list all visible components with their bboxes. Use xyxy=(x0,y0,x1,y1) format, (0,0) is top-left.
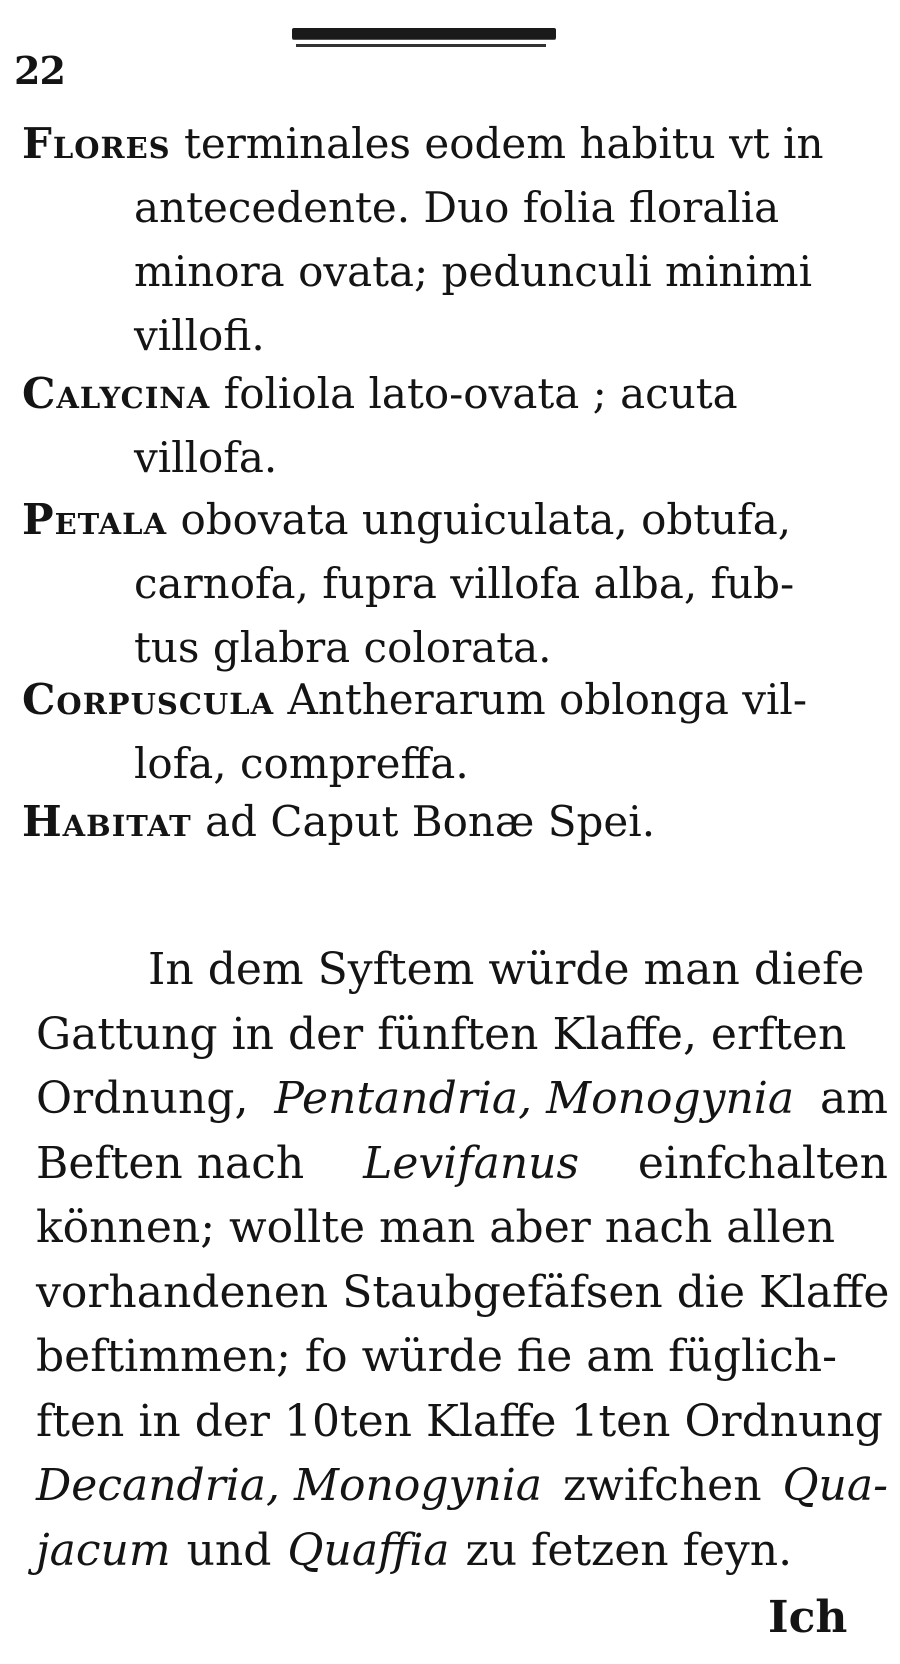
prose-paragraph xyxy=(36,938,888,1583)
entry-line: lofa, compreffa. xyxy=(134,739,469,788)
header-rule xyxy=(292,28,556,39)
entry-habitat xyxy=(22,790,872,854)
entry-label: Petala xyxy=(22,495,168,544)
prose-text: einfchalten xyxy=(637,1137,888,1189)
prose-italic: Decandria, Monogynia xyxy=(36,1460,543,1511)
entry-label: Habitat xyxy=(22,797,192,846)
prose-line xyxy=(36,1519,888,1584)
entry-line: minora ovata; pedunculi minimi xyxy=(134,247,813,296)
prose-italic: Qua- xyxy=(782,1460,888,1511)
entry-text: foliola lato-ovata ; acuta xyxy=(223,369,738,418)
prose-italic: Levifanus xyxy=(363,1137,580,1189)
prose-text: Ordnung, xyxy=(36,1073,249,1124)
page-number: 22 xyxy=(14,48,65,93)
header-rule-thin xyxy=(296,44,546,47)
prose-text: In dem Syftem würde man diefe xyxy=(148,944,865,995)
prose-line xyxy=(36,1261,888,1326)
entry-calycina xyxy=(22,362,872,490)
prose-text: zwifchen xyxy=(562,1460,762,1511)
entry-line: antecedente. Duo folia floralia xyxy=(134,183,780,232)
entry-label: Calycina xyxy=(22,369,211,418)
prose-text: Gattung in der fünften Klaffe, erften xyxy=(36,1008,847,1060)
entry-line: tus glabra colorata. xyxy=(134,623,552,672)
prose-text: zu fetzen feyn. xyxy=(465,1524,793,1576)
entry-label: Flores xyxy=(22,119,171,168)
prose-italic: Pentandria, Monogynia xyxy=(274,1073,795,1124)
entry-text: Antherarum oblonga vil- xyxy=(287,675,808,724)
entry-text: terminales eodem habitu vt in xyxy=(183,119,824,168)
entry-line: villofi. xyxy=(134,311,265,360)
prose-line xyxy=(36,1454,888,1519)
entry-line: carnofa, fupra villofa alba, fub- xyxy=(134,559,795,608)
entry-text: ad Caput Bonæ Spei. xyxy=(205,797,656,846)
entry-flores xyxy=(22,112,872,368)
prose-italic: jacum xyxy=(36,1524,171,1576)
prose-italic: Quaffia xyxy=(287,1524,450,1576)
entry-line: villofa. xyxy=(134,433,278,482)
entry-text: obovata unguiculata, obtufa, xyxy=(180,495,792,544)
prose-line xyxy=(36,1325,888,1390)
entry-label: Corpuscula xyxy=(22,675,275,724)
prose-line xyxy=(36,938,888,1003)
prose-line xyxy=(36,1132,888,1197)
prose-text: am xyxy=(820,1073,888,1124)
prose-line xyxy=(36,1196,888,1261)
catchword: Ich xyxy=(768,1592,848,1643)
prose-text: beftimmen; fo würde fie am füglich- xyxy=(36,1331,837,1382)
prose-line xyxy=(36,1067,888,1132)
prose-text: und xyxy=(186,1524,272,1576)
entry-corpuscula xyxy=(22,668,872,796)
entry-line xyxy=(22,112,872,176)
prose-line xyxy=(36,1390,888,1455)
prose-text: ften in der 10ten Klaffe 1ten Ordnung xyxy=(36,1395,883,1447)
prose-line xyxy=(36,1003,888,1068)
entry-petala xyxy=(22,488,872,680)
prose-text: Beften nach xyxy=(36,1137,305,1189)
prose-text: können; wollte man aber nach allen xyxy=(36,1202,836,1253)
prose-text: vorhandenen Staubgefäfsen die Klaffe xyxy=(36,1266,890,1318)
